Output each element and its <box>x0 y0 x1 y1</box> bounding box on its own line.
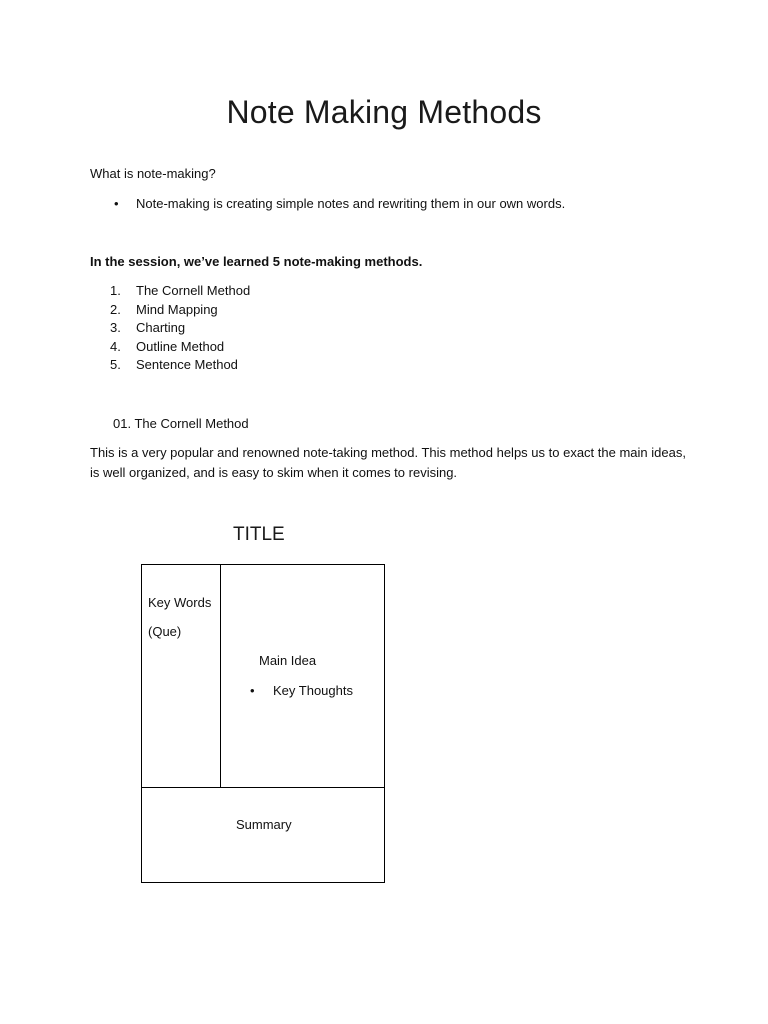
list-number: 1. <box>110 283 121 298</box>
list-item <box>110 282 250 301</box>
definition-text: Note-making is creating simple notes and rewriting them in our own words. <box>136 196 566 211</box>
list-number: 2. <box>110 301 121 317</box>
list-item <box>110 356 250 375</box>
list-item <box>110 338 250 357</box>
document-title: Note Making Methods <box>226 94 542 130</box>
session-heading: In the session, we’ve learned 5 note-making methods. <box>90 254 423 269</box>
list-number: 3. <box>110 320 121 335</box>
list-item-label: Outline Method <box>136 338 225 354</box>
methods-list <box>110 282 250 375</box>
list-item-label: Mind Mapping <box>136 301 218 317</box>
cue-label: Key Words <box>148 595 212 610</box>
question-text: What is note-making? <box>90 166 216 181</box>
summary-divider <box>142 787 384 788</box>
list-item <box>110 319 250 338</box>
bullet-dot: • <box>250 683 255 698</box>
cornell-diagram <box>141 564 385 883</box>
summary-label: Summary <box>236 817 292 832</box>
list-item-label: Charting <box>136 320 186 335</box>
cornell-diagram-title: TITLE <box>233 524 285 545</box>
list-number: 4. <box>110 338 121 354</box>
section-heading: 01. The Cornell Method <box>113 416 249 431</box>
cue-sublabel: (Que) <box>148 624 182 639</box>
bullet-dot: • <box>114 196 119 211</box>
list-item-label: Sentence Method <box>136 357 238 372</box>
list-item-label: The Cornell Method <box>136 283 251 298</box>
main-idea-label: Main Idea <box>259 653 317 668</box>
list-number: 5. <box>110 357 121 372</box>
list-item <box>110 301 250 320</box>
section-description: This is a very popular and renowned note-taking method. This method helps us to exact the main ideas, is well organized, and is easy to skim when it comes to revising. <box>90 445 686 480</box>
key-thoughts-label: Key Thoughts <box>273 683 353 698</box>
